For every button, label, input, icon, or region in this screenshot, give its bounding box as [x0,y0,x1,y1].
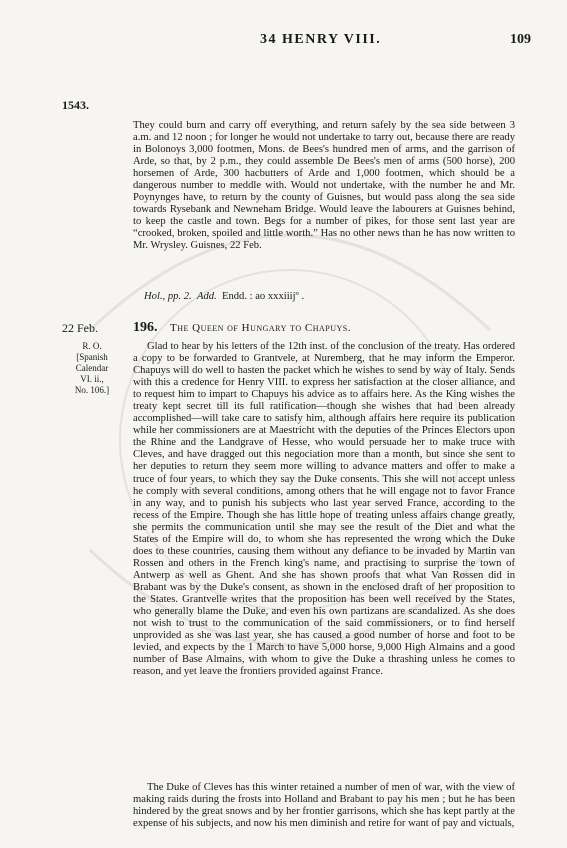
endd-note: Endd. : ao xxxiiijº . [221,291,305,302]
page-header [0,32,567,52]
entry-195-endorsement [144,291,304,302]
source-line: VI. ii., [80,374,104,384]
entry-number: 196. [133,320,158,335]
source-line: [Spanish [76,352,108,362]
margin-year: 1543. [62,98,89,112]
entry-195-continuation [133,120,515,253]
paragraph-text: Glad to hear by his letters of the 12th inst. of the conclusion of the treaty. Has ordered a copy to be forwarded to Grantvele, at Nuremberg, that he may inform the Emperor. Chapuys will do well to hasten the packet which he wishes to send by way of Italy. Sends with this a credence for Henry VIII. to express her satisfaction at the closer alliance, and to request him to impart to Chapuys his advice as to affairs here. As the King wishes the treaty kept secret till its full ratification—though she wishes that had been already accomplished—will take care to satisfy him, although affairs here require its publication while her commissioners are at Maestricht with the deputies of the Princes Electors upon the Rhine and the Landgrave of Hesse, who would persuade her to make truce with Cleves, and have dragged out this negociation more than a month, but since she sent to her deputies to return they seem more willing to advance matters and offer to make a truce of four years, to which they say the Duke consents. This she will not accept unless he comply with several conditions, among others that he will engage not to favor France in any way, and to punish his subjects who last year served France, according to the recess of the Empire. Though she has little hope of treating unless affairs change greatly, she permits the communication until she may see the result of the Diet and what the States of the Empire will do, to whom she has represented the wrong which the Duke does to these countries, causing them without any defiance to be invaded by Martin van Rossen and others in the French king's name, and practising to surprise the town of Antwerp as well as Ghent. And she has shown proofs that what Van Rossen did in Brabant was by the Duke's consent, as shown in the enclosed draft of her proposition to the States. Grantvelle writes that the proposition has been well received by the States, who generally blame the Duke, and even his own partizans are scandalized. As she does not wish to trust to the communication of the said commissioners, or to find herself unprovided as she was last year, she has caused a good number of horse and foot to be levied, and expects by the 1 March to have 5,000 horse, 9,000 High Almains and a good number of Base Almains, with whom to give the Duke a thrashing unless he comes to reason, and yet leave the frontiers provided against France. [133,341,515,678]
hol-note: Hol., pp. 2. [144,291,192,302]
add-note: Add. [196,291,217,302]
entry-196-paragraph-1 [133,341,515,678]
source-line: R. O. [82,341,102,351]
entry-title: The Queen of Hungary to Chapuys. [170,322,351,334]
page-number: 109 [510,32,531,47]
source-line: No. 106.] [74,385,110,395]
source-reference [62,341,122,396]
entry-196-paragraph-2 [133,782,515,830]
paragraph-text: The Duke of Cleves has this winter retained a number of men of war, with the view of making raids during the frosts into Holland and Brabant to pay his men ; but he has been hindered by the great snows and by her frontier garrisons, which she has kept partly at the expense of his subjects, and now his men diminish and retire for want of pay and victuals, [133,782,515,830]
entry-195-text: They could burn and carry off everything, and return safely by the sea side between 3 a.m. and 12 noon ; for longer he would not undertake to tarry out, because there are ready in Bolonoys 3,000 footmen, Mons. de Bees's hundred men of arms, and the garrison of Arde, so that, by 2 p.m., they could assemble De Bees's men of arms (500 horse), 200 horsemen of Arde, 300 hacbutters of Arde and 1,000 footmen, which should be a dangerous number to meddle with. Would not undertake, with the number he and Mr. Poynynges have, to return by the county of Guisnes, but would pass along the sea side towards Rysebank and Newneham Bridge. Would leave the labourers at Guisnes behind, to keep the castle and town. Begs for a number of pikes, for those sent last year are “crooked, broken, spoiled and little worth.” Has no other news than he has now written to Mr. Wrysley. Guisnes, 22 Feb. [133,120,515,252]
running-head: 34 HENRY VIII. [260,32,382,47]
margin-date: 22 Feb. [62,321,98,335]
source-line: Calendar [75,363,109,373]
